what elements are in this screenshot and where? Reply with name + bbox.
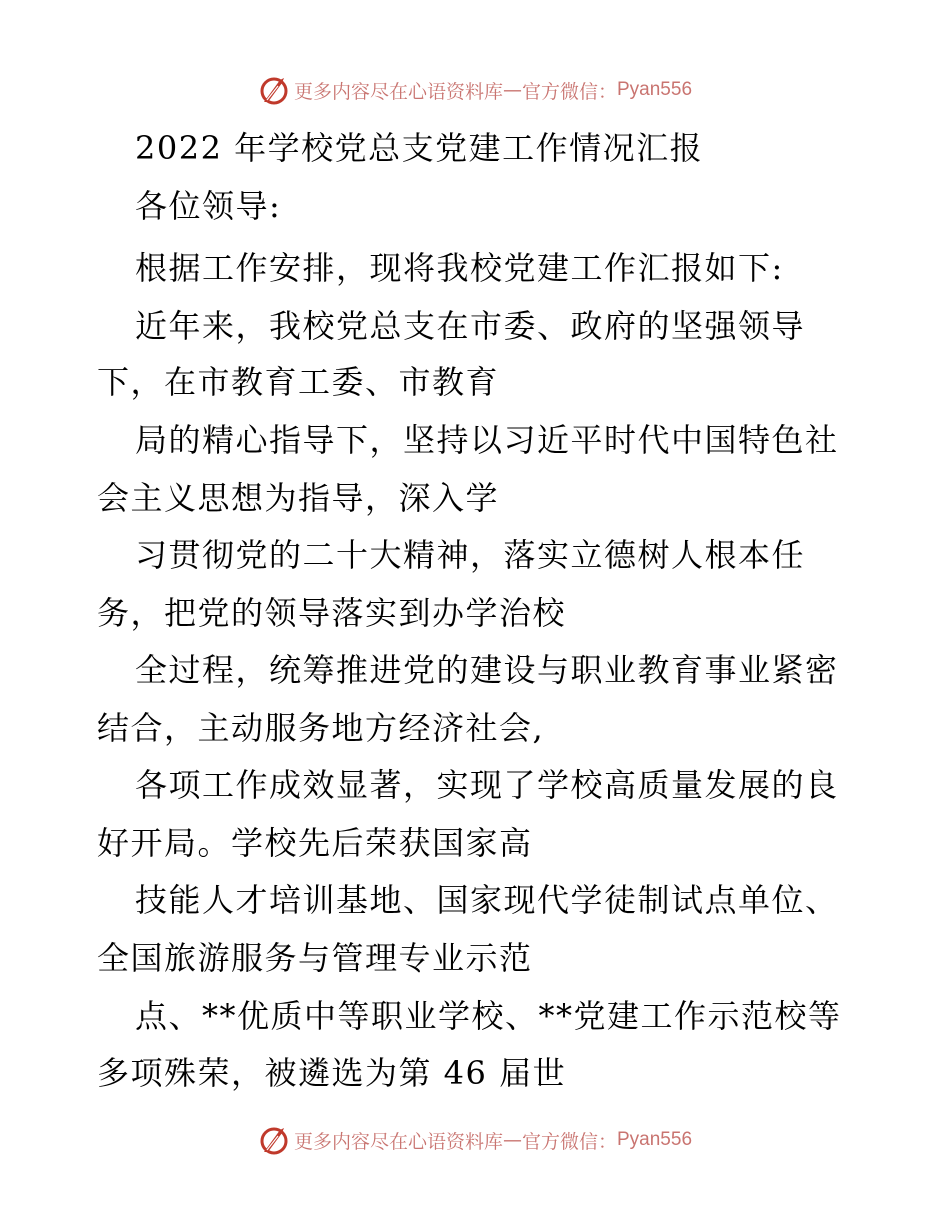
text-line: 务，把党的领导落实到办学治校: [97, 594, 567, 632]
watermark-separator: —: [502, 79, 522, 101]
text-line: 下，在市教育工委、市教育: [97, 363, 500, 401]
text-line: 点、**优质中等职业学校、**党建工作示范校等: [135, 997, 842, 1035]
text-line: 全国旅游服务与管理专业示范: [97, 939, 533, 977]
text-line: 近年来，我校党总支在市委、政府的坚强领导: [135, 307, 806, 345]
watermark-library-text: 更多内容尽在心语资料库: [293, 1130, 503, 1153]
watermark-wechat-label: 官方微信：: [521, 80, 617, 103]
watermark-separator: —: [502, 1129, 522, 1151]
text-line: 结合，主动服务地方经济社会,: [97, 709, 545, 747]
quill-logo-icon: [258, 74, 290, 106]
text-line: 会主义思想为指导，深入学: [97, 479, 500, 517]
text-line: 局的精心指导下，坚持以习近平时代中国特色社: [135, 421, 839, 459]
watermark-wechat-id: Pyan556: [617, 79, 693, 100]
text-line: 各项工作成效显著，实现了学校高质量发展的良: [135, 766, 839, 804]
text-line: 技能人才培训基地、国家现代学徒制试点单位、: [135, 881, 839, 919]
document-title: 2022 年学校党总支党建工作情况汇报: [135, 129, 704, 167]
watermark-wechat-label: 官方微信：: [521, 1130, 617, 1153]
footer-watermark: [0, 1120, 950, 1160]
text-line: 全过程，统筹推进党的建设与职业教育事业紧密: [135, 651, 839, 689]
salutation: 各位领导:: [135, 187, 282, 225]
text-line: 习贯彻党的二十大精神，落实立德树人根本任: [135, 536, 806, 574]
text-line: 根据工作安排，现将我校党建工作汇报如下:: [135, 249, 784, 287]
watermark-wechat-id: Pyan556: [617, 1129, 693, 1150]
quill-logo-icon: [258, 1124, 290, 1156]
watermark-library-text: 更多内容尽在心语资料库: [293, 80, 503, 103]
text-line: 多项殊荣，被遴选为第 46 届世: [97, 1054, 567, 1092]
text-line: 好开局。学校先后荣获国家高: [97, 824, 533, 862]
header-watermark: [0, 70, 950, 110]
